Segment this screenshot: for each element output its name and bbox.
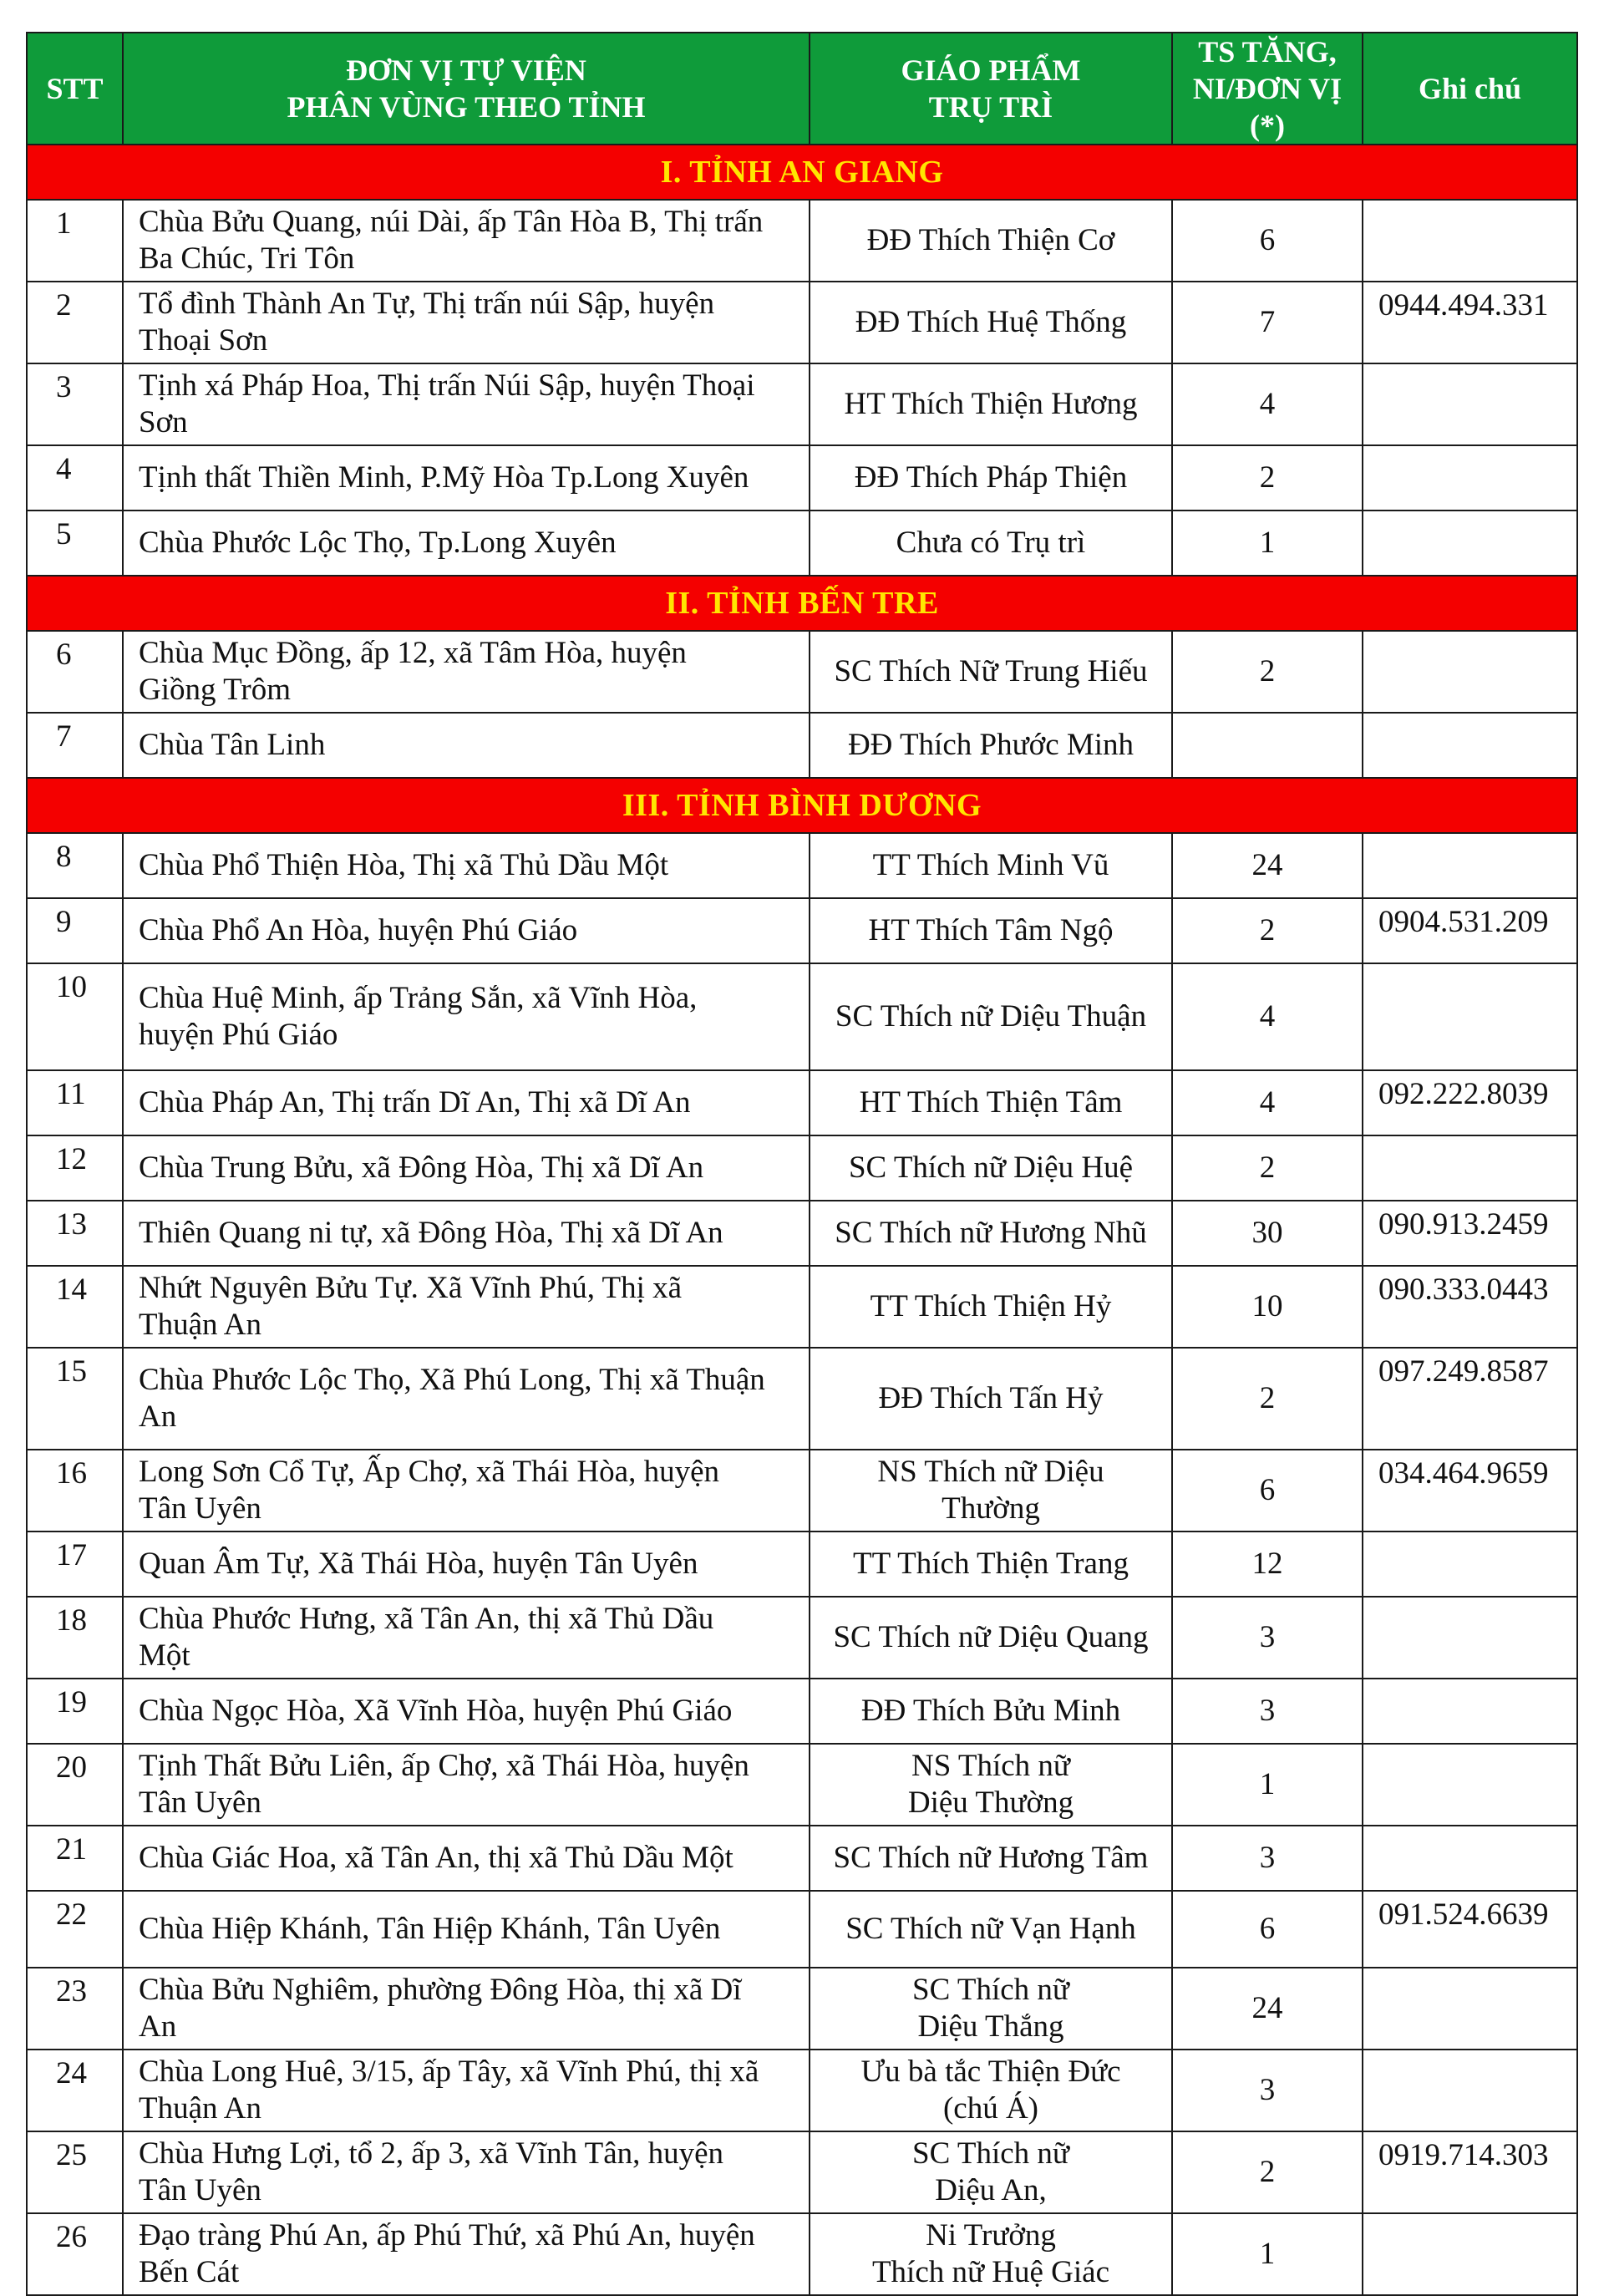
cell-stt: 12 xyxy=(27,1135,123,1201)
unit-name-line: Một xyxy=(139,1638,190,1673)
unit-name-line: Thuận An xyxy=(139,1308,261,1342)
cell-abbot xyxy=(810,631,1172,713)
cell-stt: 11 xyxy=(27,1070,123,1135)
table-row xyxy=(27,1266,1577,1348)
cell-abbot xyxy=(810,1968,1172,2050)
cell-note: 0944.494.331 xyxy=(1363,282,1577,363)
cell-note xyxy=(1363,1597,1577,1679)
abbot-line: Chưa có Trụ trì xyxy=(896,526,1086,560)
cell-stt: 21 xyxy=(27,1826,123,1891)
cell-note: 091.524.6639 xyxy=(1363,1891,1577,1968)
abbot-line: SC Thích nữ Hương Tâm xyxy=(833,1841,1149,1875)
cell-abbot xyxy=(810,1826,1172,1891)
abbot-line: ĐĐ Thích Phước Minh xyxy=(847,728,1134,762)
unit-name-line: Chùa Hiệp Khánh, Tân Hiệp Khánh, Tân Uyên xyxy=(139,1912,721,1946)
cell-count: 30 xyxy=(1172,1201,1363,1266)
unit-name-line: Chùa Bửu Quang, núi Dài, ấp Tân Hòa B, Thị trấn xyxy=(139,205,764,239)
abbot-line: SC Thích nữ xyxy=(912,1973,1069,2007)
section-title: II. TỈNH BẾN TRE xyxy=(27,576,1577,631)
unit-name-line: An xyxy=(139,1399,177,1434)
cell-abbot xyxy=(810,1744,1172,1826)
section-title: III. TỈNH BÌNH DƯƠNG xyxy=(27,778,1577,833)
cell-stt: 9 xyxy=(27,898,123,963)
cell-note: 090.333.0443 xyxy=(1363,1266,1577,1348)
table-row xyxy=(27,713,1577,778)
abbot-line: TT Thích Thiện Hỷ xyxy=(870,1289,1112,1323)
unit-name-line: Chùa Phước Lộc Thọ, Xã Phú Long, Thị xã Thuận xyxy=(139,1363,765,1397)
abbot-line: ĐĐ Thích Huệ Thống xyxy=(855,305,1127,339)
cell-stt: 1 xyxy=(27,200,123,282)
cell-note: 092.222.8039 xyxy=(1363,1070,1577,1135)
unit-name-line: Bến Cát xyxy=(139,2255,240,2289)
cell-stt: 26 xyxy=(27,2213,123,2295)
unit-name-line: Chùa Hưng Lợi, tổ 2, ấp 3, xã Vĩnh Tân, huyện xyxy=(139,2136,724,2171)
abbot-line: Diệu Thắng xyxy=(917,2009,1064,2044)
cell-count: 3 xyxy=(1172,1597,1363,1679)
unit-name-line: Chùa Huệ Minh, ấp Trảng Sắn, xã Vĩnh Hòa, xyxy=(139,981,698,1015)
cell-note: 034.464.9659 xyxy=(1363,1450,1577,1532)
unit-name-line: Tịnh thất Thiền Minh, P.Mỹ Hòa Tp.Long Xuyên xyxy=(139,460,749,495)
table-row xyxy=(27,511,1577,576)
cell-abbot xyxy=(810,200,1172,282)
cell-note: 0904.531.209 xyxy=(1363,898,1577,963)
cell-abbot xyxy=(810,1891,1172,1968)
cell-unit-name xyxy=(123,1135,810,1201)
unit-name-line: Chùa Pháp An, Thị trấn Dĩ An, Thị xã Dĩ An xyxy=(139,1085,691,1120)
cell-abbot xyxy=(810,445,1172,511)
cell-stt: 3 xyxy=(27,363,123,445)
header-unit: ĐƠN VỊ TỰ VIỆN PHÂN VÙNG THEO TỈNH xyxy=(123,33,810,145)
unit-name-line: Chùa Ngọc Hòa, Xã Vĩnh Hòa, huyện Phú Giáo xyxy=(139,1694,733,1728)
cell-stt: 7 xyxy=(27,713,123,778)
unit-name-line: Đạo tràng Phú An, ấp Phú Thứ, xã Phú An, huyện xyxy=(139,2218,755,2253)
cell-unit-name xyxy=(123,282,810,363)
cell-count: 2 xyxy=(1172,1135,1363,1201)
cell-abbot xyxy=(810,963,1172,1070)
cell-stt: 25 xyxy=(27,2131,123,2213)
abbot-line: ĐĐ Thích Thiện Cơ xyxy=(866,223,1115,257)
abbot-line: Thường xyxy=(942,1491,1040,1526)
cell-note xyxy=(1363,445,1577,511)
cell-abbot xyxy=(810,2131,1172,2213)
cell-count: 2 xyxy=(1172,631,1363,713)
abbot-line: ĐĐ Thích Pháp Thiện xyxy=(854,460,1128,495)
cell-note xyxy=(1363,963,1577,1070)
cell-unit-name xyxy=(123,833,810,898)
unit-name-line: Chùa Mục Đồng, ấp 12, xã Tâm Hòa, huyện xyxy=(139,636,687,670)
table-row xyxy=(27,1597,1577,1679)
unit-name-line: Long Sơn Cổ Tự, Ấp Chợ, xã Thái Hòa, huyện xyxy=(139,1455,719,1489)
cell-count xyxy=(1172,713,1363,778)
header-row xyxy=(27,33,1577,145)
cell-count: 1 xyxy=(1172,2213,1363,2295)
unit-name-line: Ba Chúc, Tri Tôn xyxy=(139,241,355,276)
cell-note xyxy=(1363,1135,1577,1201)
cell-unit-name xyxy=(123,1744,810,1826)
abbot-line: SC Thích nữ Hương Nhũ xyxy=(835,1216,1147,1250)
header-stt: STT xyxy=(27,33,123,145)
cell-unit-name xyxy=(123,963,810,1070)
cell-unit-name xyxy=(123,1826,810,1891)
table-row xyxy=(27,898,1577,963)
section-title: I. TỈNH AN GIANG xyxy=(27,145,1577,200)
abbot-line: Diệu Thường xyxy=(907,1785,1074,1820)
unit-name-line: Sơn xyxy=(139,405,188,439)
table-row xyxy=(27,1201,1577,1266)
unit-name-line: Chùa Phước Lộc Thọ, Tp.Long Xuyên xyxy=(139,526,617,560)
cell-abbot xyxy=(810,2050,1172,2131)
table-body xyxy=(27,145,1577,2295)
unit-name-line: Thiên Quang ni tự, xã Đông Hòa, Thị xã Dĩ An xyxy=(139,1216,723,1250)
cell-unit-name xyxy=(123,1450,810,1532)
cell-unit-name xyxy=(123,1532,810,1597)
cell-abbot xyxy=(810,282,1172,363)
header-count: TS TĂNG, NI/ĐƠN VỊ (*) xyxy=(1172,33,1363,145)
abbot-line: HT Thích Thiện Hương xyxy=(844,387,1138,421)
cell-stt: 10 xyxy=(27,963,123,1070)
cell-stt: 18 xyxy=(27,1597,123,1679)
cell-abbot xyxy=(810,1135,1172,1201)
table-row xyxy=(27,1070,1577,1135)
cell-stt: 23 xyxy=(27,1968,123,2050)
cell-count: 24 xyxy=(1172,1968,1363,2050)
table-row xyxy=(27,2213,1577,2295)
unit-name-line: Nhứt Nguyên Bửu Tự. Xã Vĩnh Phú, Thị xã xyxy=(139,1271,683,1305)
temple-table xyxy=(26,32,1578,2296)
cell-count: 10 xyxy=(1172,1266,1363,1348)
abbot-line: SC Thích nữ Diệu Quang xyxy=(833,1620,1149,1654)
abbot-line: Diệu An, xyxy=(935,2173,1047,2207)
abbot-line: Thích nữ Huệ Giác xyxy=(871,2255,1110,2289)
cell-unit-name xyxy=(123,1891,810,1968)
cell-stt: 5 xyxy=(27,511,123,576)
table-row xyxy=(27,1891,1577,1968)
table-row xyxy=(27,2050,1577,2131)
cell-note: 0919.714.303 xyxy=(1363,2131,1577,2213)
abbot-line: HT Thích Thiện Tâm xyxy=(859,1085,1123,1120)
cell-stt: 8 xyxy=(27,833,123,898)
unit-name-line: Chùa Phổ An Hòa, huyện Phú Giáo xyxy=(139,913,578,947)
table-row xyxy=(27,1744,1577,1826)
cell-unit-name xyxy=(123,898,810,963)
table-row xyxy=(27,963,1577,1070)
cell-abbot xyxy=(810,511,1172,576)
table-row xyxy=(27,833,1577,898)
unit-name-line: Chùa Bửu Nghiêm, phường Đông Hòa, thị xã Dĩ xyxy=(139,1973,742,2007)
unit-name-line: Tân Uyên xyxy=(139,1491,261,1526)
unit-name-line: Tịnh xá Pháp Hoa, Thị trấn Núi Sập, huyện Thoại xyxy=(139,368,755,403)
unit-name-line: Chùa Giác Hoa, xã Tân An, thị xã Thủ Dầu Một xyxy=(139,1841,733,1875)
abbot-line: Ưu bà tắc Thiện Đức xyxy=(860,2055,1121,2089)
cell-note xyxy=(1363,2050,1577,2131)
cell-abbot xyxy=(810,713,1172,778)
cell-note xyxy=(1363,713,1577,778)
cell-abbot xyxy=(810,1070,1172,1135)
unit-name-line: Tân Uyên xyxy=(139,2173,261,2207)
cell-abbot xyxy=(810,1450,1172,1532)
cell-note xyxy=(1363,1744,1577,1826)
cell-unit-name xyxy=(123,1266,810,1348)
cell-unit-name xyxy=(123,1679,810,1744)
cell-abbot xyxy=(810,1348,1172,1450)
table-row xyxy=(27,2131,1577,2213)
cell-stt: 20 xyxy=(27,1744,123,1826)
cell-note xyxy=(1363,2213,1577,2295)
table-row xyxy=(27,1135,1577,1201)
cell-abbot xyxy=(810,1679,1172,1744)
cell-count: 7 xyxy=(1172,282,1363,363)
cell-unit-name xyxy=(123,1968,810,2050)
cell-unit-name xyxy=(123,363,810,445)
cell-count: 24 xyxy=(1172,833,1363,898)
cell-count: 2 xyxy=(1172,445,1363,511)
unit-name-line: Tổ đình Thành An Tự, Thị trấn núi Sập, huyện xyxy=(139,287,715,321)
unit-name-line: Chùa Tân Linh xyxy=(139,728,326,762)
cell-abbot xyxy=(810,1532,1172,1597)
cell-count: 4 xyxy=(1172,963,1363,1070)
table-row xyxy=(27,200,1577,282)
unit-name-line: Chùa Phổ Thiện Hòa, Thị xã Thủ Dầu Một xyxy=(139,848,669,882)
unit-name-line: Quan Âm Tự, Xã Thái Hòa, huyện Tân Uyên xyxy=(139,1547,698,1581)
table-row xyxy=(27,1826,1577,1891)
cell-stt: 4 xyxy=(27,445,123,511)
header-note: Ghi chú xyxy=(1363,33,1577,145)
abbot-line: SC Thích nữ xyxy=(912,2136,1069,2171)
cell-stt: 15 xyxy=(27,1348,123,1450)
cell-count: 3 xyxy=(1172,2050,1363,2131)
cell-stt: 24 xyxy=(27,2050,123,2131)
abbot-line: SC Thích nữ Diệu Thuận xyxy=(835,999,1147,1034)
cell-abbot xyxy=(810,898,1172,963)
unit-name-line: An xyxy=(139,2009,177,2044)
abbot-line: Ni Trưởng xyxy=(926,2218,1056,2253)
cell-unit-name xyxy=(123,713,810,778)
abbot-line: SC Thích nữ Diệu Huệ xyxy=(848,1151,1133,1185)
cell-count: 1 xyxy=(1172,1744,1363,1826)
cell-note xyxy=(1363,1679,1577,1744)
table-row xyxy=(27,1532,1577,1597)
cell-count: 6 xyxy=(1172,1891,1363,1968)
cell-stt: 14 xyxy=(27,1266,123,1348)
cell-note xyxy=(1363,200,1577,282)
abbot-line: NS Thích nữ xyxy=(911,1749,1070,1783)
section-header-row xyxy=(27,778,1577,833)
unit-name-line: huyện Phú Giáo xyxy=(139,1018,338,1052)
cell-count: 4 xyxy=(1172,1070,1363,1135)
abbot-line: HT Thích Tâm Ngộ xyxy=(868,913,1114,947)
cell-abbot xyxy=(810,1597,1172,1679)
cell-stt: 22 xyxy=(27,1891,123,1968)
unit-name-line: Chùa Trung Bửu, xã Đông Hòa, Thị xã Dĩ An xyxy=(139,1151,704,1185)
cell-unit-name xyxy=(123,2050,810,2131)
cell-unit-name xyxy=(123,631,810,713)
abbot-line: ĐĐ Thích Tấn Hỷ xyxy=(878,1381,1104,1415)
section-header-row xyxy=(27,576,1577,631)
cell-count: 6 xyxy=(1172,1450,1363,1532)
unit-name-line: Chùa Long Huê, 3/15, ấp Tây, xã Vĩnh Phú, thị xã xyxy=(139,2055,759,2089)
table-row xyxy=(27,631,1577,713)
cell-note xyxy=(1363,833,1577,898)
abbot-line: TT Thích Thiện Trang xyxy=(853,1547,1129,1581)
cell-abbot xyxy=(810,363,1172,445)
table-row xyxy=(27,1450,1577,1532)
cell-note: 090.913.2459 xyxy=(1363,1201,1577,1266)
header-abbot: GIÁO PHẨM TRỤ TRÌ xyxy=(810,33,1172,145)
abbot-line: SC Thích Nữ Trung Hiếu xyxy=(834,654,1148,688)
unit-name-line: Tân Uyên xyxy=(139,1785,261,1820)
abbot-line: NS Thích nữ Diệu xyxy=(877,1455,1104,1489)
unit-name-line: Thuận An xyxy=(139,2091,261,2126)
cell-stt: 2 xyxy=(27,282,123,363)
cell-count: 6 xyxy=(1172,200,1363,282)
section-header-row xyxy=(27,145,1577,200)
table-row xyxy=(27,282,1577,363)
cell-abbot xyxy=(810,2213,1172,2295)
abbot-line: (chú Á) xyxy=(942,2091,1039,2126)
table-row xyxy=(27,445,1577,511)
cell-unit-name xyxy=(123,1597,810,1679)
cell-note xyxy=(1363,631,1577,713)
cell-count: 12 xyxy=(1172,1532,1363,1597)
unit-name-line: Thoại Sơn xyxy=(139,323,268,358)
cell-unit-name xyxy=(123,1070,810,1135)
table-row xyxy=(27,1679,1577,1744)
cell-unit-name xyxy=(123,1201,810,1266)
cell-unit-name xyxy=(123,2131,810,2213)
abbot-line: TT Thích Minh Vũ xyxy=(872,848,1109,882)
cell-count: 1 xyxy=(1172,511,1363,576)
unit-name-line: Giồng Trôm xyxy=(139,673,291,707)
table-row xyxy=(27,363,1577,445)
cell-unit-name xyxy=(123,445,810,511)
cell-note xyxy=(1363,363,1577,445)
cell-note xyxy=(1363,1532,1577,1597)
cell-stt: 16 xyxy=(27,1450,123,1532)
table-row xyxy=(27,1968,1577,2050)
cell-note: 097.249.8587 xyxy=(1363,1348,1577,1450)
abbot-line: SC Thích nữ Vạn Hạnh xyxy=(845,1912,1136,1946)
unit-name-line: Tịnh Thất Bửu Liên, ấp Chợ, xã Thái Hòa, huyện xyxy=(139,1749,749,1783)
table-row xyxy=(27,1348,1577,1450)
cell-note xyxy=(1363,511,1577,576)
cell-count: 2 xyxy=(1172,898,1363,963)
cell-abbot xyxy=(810,1201,1172,1266)
cell-count: 2 xyxy=(1172,1348,1363,1450)
unit-name-line: Chùa Phước Hưng, xã Tân An, thị xã Thủ Dầu xyxy=(139,1602,714,1636)
cell-note xyxy=(1363,1826,1577,1891)
abbot-line: ĐĐ Thích Bửu Minh xyxy=(860,1694,1121,1728)
cell-unit-name xyxy=(123,1348,810,1450)
cell-note xyxy=(1363,1968,1577,2050)
cell-count: 3 xyxy=(1172,1679,1363,1744)
cell-unit-name xyxy=(123,200,810,282)
cell-unit-name xyxy=(123,511,810,576)
cell-stt: 17 xyxy=(27,1532,123,1597)
cell-count: 4 xyxy=(1172,363,1363,445)
cell-stt: 19 xyxy=(27,1679,123,1744)
cell-count: 2 xyxy=(1172,2131,1363,2213)
cell-stt: 13 xyxy=(27,1201,123,1266)
cell-abbot xyxy=(810,1266,1172,1348)
cell-unit-name xyxy=(123,2213,810,2295)
cell-stt: 6 xyxy=(27,631,123,713)
cell-count: 3 xyxy=(1172,1826,1363,1891)
cell-abbot xyxy=(810,833,1172,898)
